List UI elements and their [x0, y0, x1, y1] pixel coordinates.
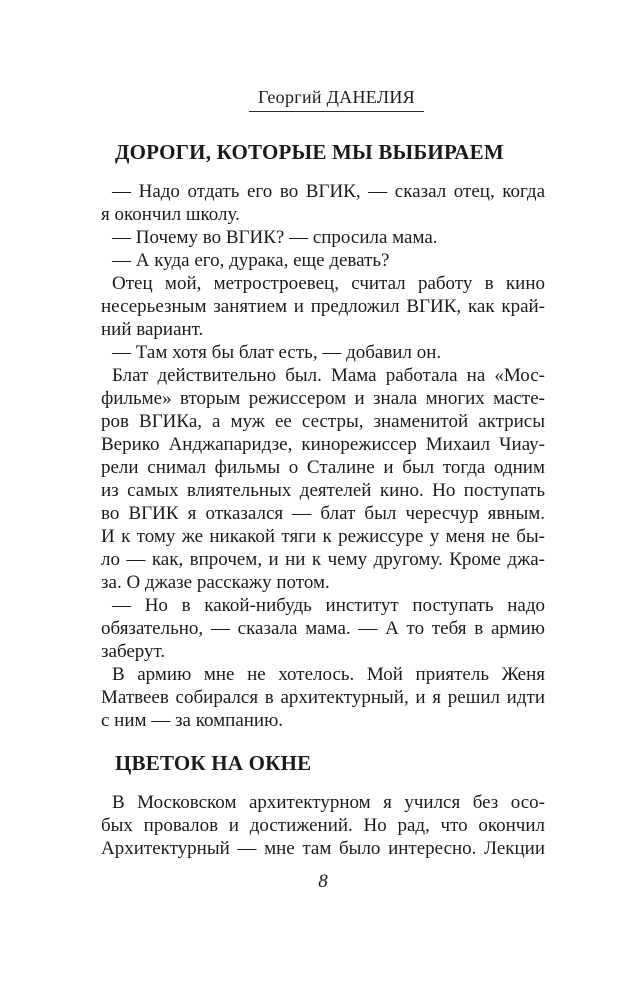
text-line: — Почему во ВГИК? — спросила мама. [112, 227, 438, 248]
paragraph [101, 791, 545, 860]
paragraph [101, 226, 545, 249]
text-line: обязательно, — сказала мама. — А то тебя в армию [101, 618, 545, 639]
text-line: В Московском архитектурном я учился без осо- [112, 792, 545, 813]
text-line: В армию мне не хотелось. Мой приятель Женя [112, 664, 545, 685]
section-title: ЦВЕТОК НА ОКНЕ [115, 751, 312, 775]
text-line: Матвеев собирался в архитектурный, и я решил идти [101, 687, 545, 708]
text-line: во ВГИК я отказался — блат был чересчур явным. [101, 503, 545, 524]
text-column [101, 0, 545, 860]
text-line: И к тому же никакой тяги к режиссуре у меня не бы- [101, 526, 545, 547]
text-line: заберут. [101, 641, 166, 662]
paragraph [101, 249, 545, 272]
text-line: — А куда его, дурака, еще девать? [112, 250, 390, 271]
page-number: 8 [318, 871, 328, 892]
text-line: ний вариант. [101, 319, 204, 340]
text-line: рели снимал фильмы о Сталине и был тогда одним [101, 457, 545, 478]
paragraph [101, 180, 545, 226]
paragraph [101, 663, 545, 732]
text-line: — Но в какой-нибудь институт поступать надо [112, 595, 545, 616]
text-line: несерьезным занятием и предложил ВГИК, как край- [101, 296, 545, 317]
paragraph [101, 341, 545, 364]
text-line: Отец мой, метростроевец, считал работу в кино [112, 273, 545, 294]
author-name: Георгий ДАНЕЛИЯ [249, 88, 424, 112]
text-line: с ним — за компанию. [101, 710, 284, 731]
text-line: Архитектурный — мне там было интересно. Лекции [101, 838, 545, 859]
text-line: фильме» вторым режиссером и знала многих масте- [101, 388, 545, 409]
text-line: Верико Анджапаридзе, кинорежиссер Михаил Чиау- [101, 434, 545, 455]
text-line: Блат действительно был. Мама работала на «Мос- [112, 365, 545, 386]
section-title: ДОРОГИ, КОТОРЫЕ МЫ ВЫБИРАЕМ [115, 140, 504, 164]
text-line: из самых влиятельных деятелей кино. Но поступать [101, 480, 545, 501]
sections-container [101, 141, 545, 860]
text-line: бых провалов и достижений. Но рад, что окончил [101, 815, 545, 836]
text-line: ров ВГИКа, а муж ее сестры, знаменитой актрисы [101, 411, 545, 432]
text-line: ло — как, впрочем, и ни к чему другому. Кроме джа- [101, 549, 545, 570]
paragraph [101, 272, 545, 341]
text-line: за. О джазе расскажу потом. [101, 572, 330, 593]
paragraph [101, 594, 545, 663]
text-line: — Там хотя бы блат есть, — добавил он. [112, 342, 442, 363]
paragraph [101, 364, 545, 594]
text-line: я окончил школу. [101, 204, 240, 225]
text-line: — Надо отдать его во ВГИК, — сказал отец, когда [112, 181, 545, 202]
